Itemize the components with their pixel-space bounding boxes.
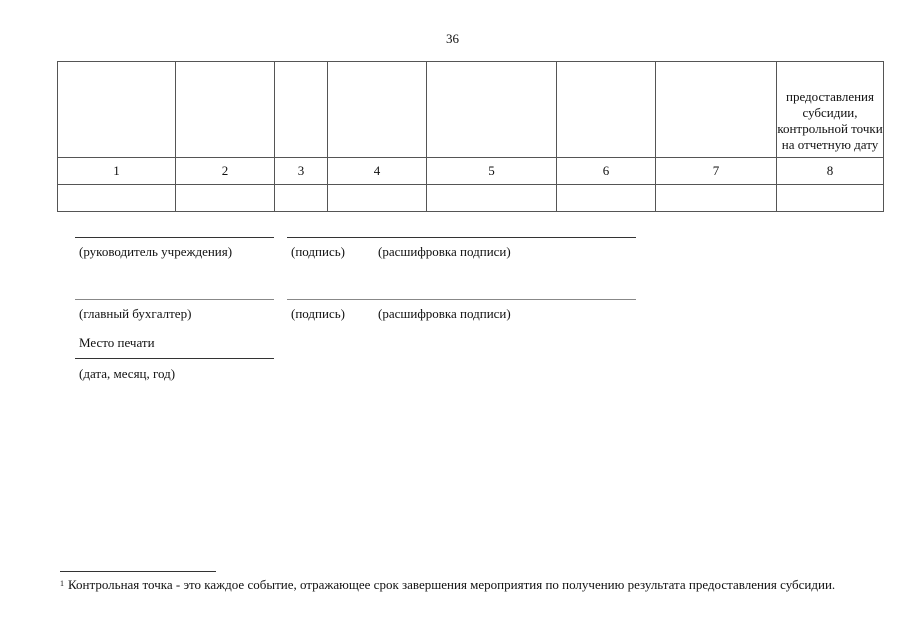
date-caption: (дата, месяц, год) [79,366,176,381]
footnote-marker: 1 [60,579,64,588]
head-role-caption: (руководитель учреждения) [79,244,233,259]
header-cell [58,62,176,158]
table-cell [427,185,557,212]
header-cell [328,62,427,158]
footnote-text: Контрольная точка - это каждое событие, отражающее срок завершения мероприятия по получению результата предоставления субсидии. [68,577,836,592]
page-number: 36 [446,31,459,46]
stamp-place-label: Место печати [79,335,155,350]
header-cell-subsidy-checkpoint: предоставления субсидии, контрольной точки на отчетную дату [777,62,884,158]
table-cell [557,185,656,212]
head-signature-caption: (подпись) [291,244,345,259]
column-number: 4 [328,158,427,185]
header-cell [275,62,328,158]
table-header-row [58,62,884,158]
report-table [57,61,884,212]
table-cell [328,185,427,212]
column-number: 3 [275,158,328,185]
table-cell [777,185,884,212]
accountant-decoding-caption: (расшифровка подписи) [378,306,511,321]
column-number: 2 [176,158,275,185]
table-cell [275,185,328,212]
column-number: 8 [777,158,884,185]
accountant-role-caption: (главный бухгалтер) [79,306,192,321]
accountant-signature-caption: (подпись) [291,306,345,321]
column-number: 1 [58,158,176,185]
head-role-line [75,237,274,238]
column-number: 6 [557,158,656,185]
table-cell [176,185,275,212]
header-cell [176,62,275,158]
footnote-separator [60,571,216,572]
header-cell [557,62,656,158]
table-row [58,185,884,212]
table-cell [58,185,176,212]
head-decoding-caption: (расшифровка подписи) [378,244,511,259]
column-number: 5 [427,158,557,185]
header-cell [427,62,557,158]
accountant-role-line [75,299,274,300]
column-number: 7 [656,158,777,185]
accountant-signature-line [287,299,636,300]
date-line [75,358,274,359]
column-number-row [58,158,884,185]
footnote [60,576,850,593]
head-signature-line [287,237,636,238]
header-cell [656,62,777,158]
table-cell [656,185,777,212]
